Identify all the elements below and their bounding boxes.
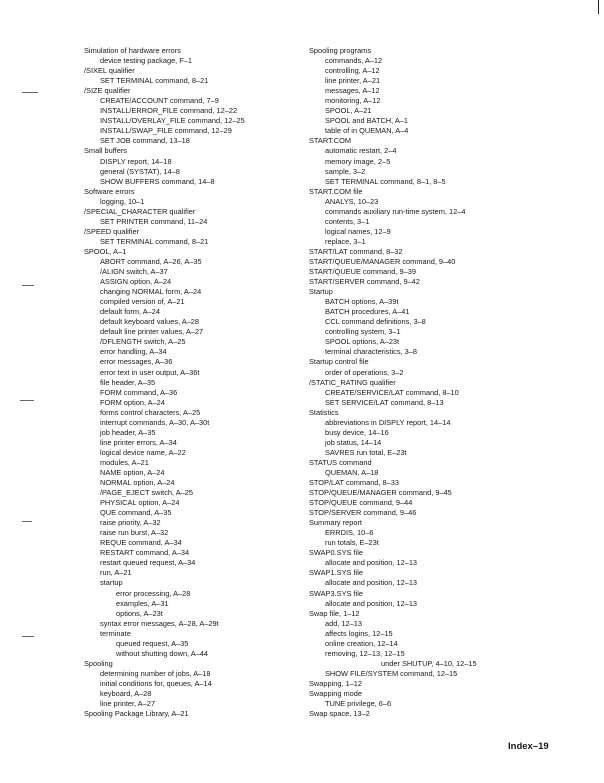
index-subentry: initial conditions for, queues, A–14 [100, 678, 212, 688]
index-subentry: ASSIGN option, A–24 [100, 277, 172, 287]
index-subentry: order of operations, 3–2 [325, 367, 404, 377]
index-subentry: controlling, A–12 [325, 66, 380, 76]
index-entry-main: /SPEED qualifier [84, 226, 140, 236]
index-subentry: error processing, A–28 [116, 588, 191, 598]
index-subentry: line printer, A–27 [100, 699, 156, 709]
index-entry-main: SPOOL, A–1 [84, 246, 127, 256]
index-subentry: SPOOL options, A–23t [325, 337, 400, 347]
index-subentry: SPOOL, A–21 [325, 106, 372, 116]
index-entry-main: /SPECIAL_CHARACTER qualifier [84, 206, 196, 216]
index-entry-main: Swap space, 13–2 [309, 709, 370, 719]
index-entry-main: Swap file, 1–12 [309, 608, 360, 618]
index-entry-main: STATUS command [309, 457, 372, 467]
index-subentry: allocate and position, 12–13 [325, 558, 418, 568]
index-entry-main: Startup control file [309, 357, 369, 367]
index-entry-main: STOP/SERVER command, 9–46 [309, 508, 417, 518]
index-subentry: table of in QUEMAN, A–4 [325, 126, 409, 136]
index-subentry: allocate and position, 12–13 [325, 578, 418, 588]
page-number: Index–19 [508, 741, 549, 752]
index-subentry: terminal characteristics, 3–8 [325, 347, 418, 357]
index-subentry: run totals, E–23t [325, 538, 379, 548]
index-entry-main: Swapping, 1–12 [309, 678, 363, 688]
margin-scan-mark [22, 636, 34, 637]
index-entry-main: Spooling programs [309, 46, 372, 55]
index-subentry: SAVRES run total, E–23t [325, 447, 407, 457]
index-subentry: SHOW FILE/SYSTEM command, 12–15 [325, 668, 458, 678]
index-subentry: SET TERMINAL command, 8–21 [100, 76, 209, 86]
margin-scan-mark [20, 400, 34, 401]
margin-scan-mark [22, 521, 32, 522]
index-subentry: automatic restart, 2–4 [325, 146, 397, 156]
index-subentry: changing NORMAL form, A–24 [100, 287, 202, 297]
index-subentry: INSTALL/SWAP_FILE command, 12–29 [100, 126, 232, 136]
index-column-right [309, 46, 589, 719]
index-subentry: raise run burst, A–32 [100, 528, 169, 538]
index-entry-main: START/SERVER command, 9–42 [309, 277, 420, 287]
index-subentry: raise priority, A–32 [100, 518, 161, 528]
index-entry-main: Small buffers [84, 146, 127, 156]
index-subentry: without shutting down, A–44 [116, 648, 209, 658]
index-entry-main: SWAP3.SYS file [309, 588, 363, 598]
index-subentry: RESTART command, A–34 [100, 548, 190, 558]
index-subentry: run, A–21 [100, 568, 132, 578]
index-entry-main: SWAP1.SYS file [309, 568, 363, 578]
index-subentry: busy device, 14–16 [325, 427, 389, 437]
index-subentry: online creation, 12–14 [325, 638, 398, 648]
index-subentry: sample, 3–2 [325, 166, 366, 176]
index-subentry: compiled version of, A–21 [100, 297, 185, 307]
index-subentry: FORM command, A–36 [100, 387, 178, 397]
index-entry-main: Statistics [309, 407, 339, 417]
index-subentry: ANALYS, 10–23 [325, 196, 379, 206]
index-entry-main: START/LAT command, 8–32 [309, 246, 403, 256]
index-subentry: logical names, 12–9 [325, 226, 391, 236]
index-subentry: ERRDIS, 10–6 [325, 528, 374, 538]
index-subentry: abbreviations in DISPLY report, 14–14 [325, 417, 451, 427]
index-subentry: PHYSICAL option, A–24 [100, 498, 180, 508]
index-subentry: default form, A–24 [100, 307, 160, 317]
index-subentry: monitoring, A–12 [325, 96, 381, 106]
index-subentry: default keyboard values, A–28 [100, 317, 200, 327]
index-subentry: SET TERMINAL command, 8–21 [100, 236, 209, 246]
index-subentry: SET PRINTER command, 11–24 [100, 216, 208, 226]
index-entry-main: Software errors [84, 186, 135, 196]
index-subentry: commands auxiliary run-time system, 12–4 [325, 206, 466, 216]
index-entry-main: STOP/QUEUE/MANAGER command, 9–45 [309, 488, 452, 498]
index-subentry: replace, 3–1 [325, 236, 366, 246]
index-subentry: memory image, 2–5 [325, 156, 391, 166]
index-subentry: under SHUTUP, 4–10, 12–15 [381, 658, 477, 668]
index-subentry: logical device name, A–22 [100, 447, 186, 457]
index-subentry: CREATE/SERVICE/LAT command, 8–10 [325, 387, 459, 397]
index-subentry: FORM option, A–24 [100, 397, 165, 407]
index-subentry: job header, A–35 [100, 427, 156, 437]
index-subentry: options, A–23t [116, 608, 163, 618]
index-entry-main: /SIXEL qualifier [84, 66, 135, 76]
index-subentry: /ALIGN switch, A–37 [100, 267, 168, 277]
margin-scan-mark [22, 92, 38, 93]
corner-scan-mark [598, 0, 599, 14]
index-subentry: SET TERMINAL command, 8–1, 8–5 [325, 176, 446, 186]
index-subentry: modules, A–21 [100, 457, 149, 467]
index-subentry: controlling system, 3–1 [325, 327, 401, 337]
index-subentry: commands, A–12 [325, 56, 383, 66]
margin-scan-mark [22, 285, 34, 286]
index-subentry: allocate and position, 12–13 [325, 598, 418, 608]
index-subentry: determining number of jobs, A–18 [100, 668, 211, 678]
index-subentry: file header, A–35 [100, 377, 156, 387]
index-entry-main: Simulation of hardware errors [84, 46, 181, 55]
index-subentry: SHOW BUFFERS command, 14–8 [100, 176, 215, 186]
index-entry-main: START/QUEUE command, 9–39 [309, 267, 416, 277]
index-subentry: line printer errors, A–34 [100, 437, 177, 447]
index-entry-main: START.COM file [309, 186, 363, 196]
index-subentry: line printer, A–21 [325, 76, 381, 86]
index-entry-main: START.COM [309, 136, 352, 146]
index-entry-main: Spooling [84, 658, 113, 668]
index-entry-main: Summary report [309, 518, 362, 528]
index-subentry: SET SERVICE/LAT command, 8–13 [325, 397, 444, 407]
index-entry-main: STOP/QUEUE command, 9–44 [309, 498, 413, 508]
index-subentry: device testing package, F–1 [100, 56, 193, 66]
index-subentry: general (SYSTAT), 14–8 [100, 166, 180, 176]
index-subentry: error handling, A–34 [100, 347, 167, 357]
index-subentry: restart queued request, A–34 [100, 558, 196, 568]
index-subentry: interrupt commands, A–30, A–30t [100, 417, 210, 427]
index-entry-main: START/QUEUE/MANAGER command, 9–40 [309, 256, 456, 266]
index-entry-main: STOP/LAT command, 8–33 [309, 478, 399, 488]
index-subentry: messages, A–12 [325, 86, 380, 96]
index-subentry: add, 12–13 [325, 618, 362, 628]
index-subentry: REQUE command, A–34 [100, 538, 182, 548]
index-subentry: SPOOL and BATCH, A–1 [325, 116, 408, 126]
index-subentry: affects logins, 12–15 [325, 628, 393, 638]
index-entry-main: /SIZE qualifier [84, 86, 131, 96]
index-subentry: INSTALL/OVERLAY_FILE command, 12–25 [100, 116, 245, 126]
index-subentry: TUNE privilege, 6–6 [325, 699, 392, 709]
index-subentry: /PAGE_EJECT switch, A–25 [100, 488, 193, 498]
index-subentry: QUEMAN, A–18 [325, 467, 379, 477]
index-subentry: SET JOB command, 13–18 [100, 136, 190, 146]
index-entry-main: Spooling Package Library, A–21 [84, 709, 189, 719]
index-subentry: job status, 14–14 [325, 437, 382, 447]
index-entry-main: /STATIC_RATING qualifier [309, 377, 396, 387]
index-subentry: CREATE/ACCOUNT command, 7–9 [100, 96, 219, 106]
index-subentry: error text in user output, A–36t [100, 367, 200, 377]
index-subentry: startup [100, 578, 123, 588]
index-subentry: error messages, A–36 [100, 357, 173, 367]
index-subentry: contents, 3–1 [325, 216, 370, 226]
index-subentry: NAME option, A–24 [100, 467, 165, 477]
index-entry-main: Swapping mode [309, 689, 363, 698]
index-entry-main: Startup [309, 287, 333, 297]
index-entry-main: SWAP0.SYS file [309, 548, 363, 558]
index-subentry: BATCH procedures, A–41 [325, 307, 410, 317]
index-subentry: QUE command, A–35 [100, 508, 172, 518]
index-subentry: CCL command definitions, 3–8 [325, 317, 426, 327]
index-subentry: /DFLENGTH switch, A–25 [100, 337, 186, 347]
index-column-left [84, 46, 298, 719]
index-subentry: default line printer values, A–27 [100, 327, 204, 337]
index-subentry: forms control characters, A–25 [100, 407, 201, 417]
index-subentry: BATCH options, A–39t [325, 297, 399, 307]
index-subentry: INSTALL/ERROR_FILE command, 12–22 [100, 106, 238, 116]
index-subentry: syntax error messages, A–28, A–29t [100, 618, 219, 628]
index-subentry: ABORT command, A–26, A–35 [100, 256, 202, 266]
index-subentry: removing, 12–13, 12–15 [325, 648, 405, 658]
index-subentry: keyboard, A–28 [100, 689, 152, 698]
index-subentry: examples, A–31 [116, 598, 169, 608]
index-subentry: NORMAL option, A–24 [100, 478, 175, 488]
index-subentry: logging, 10–1 [100, 196, 145, 206]
index-subentry: queued request, A–35 [116, 638, 189, 648]
index-subentry: DISPLY report, 14–18 [100, 156, 172, 166]
index-subentry: terminate [100, 628, 131, 638]
